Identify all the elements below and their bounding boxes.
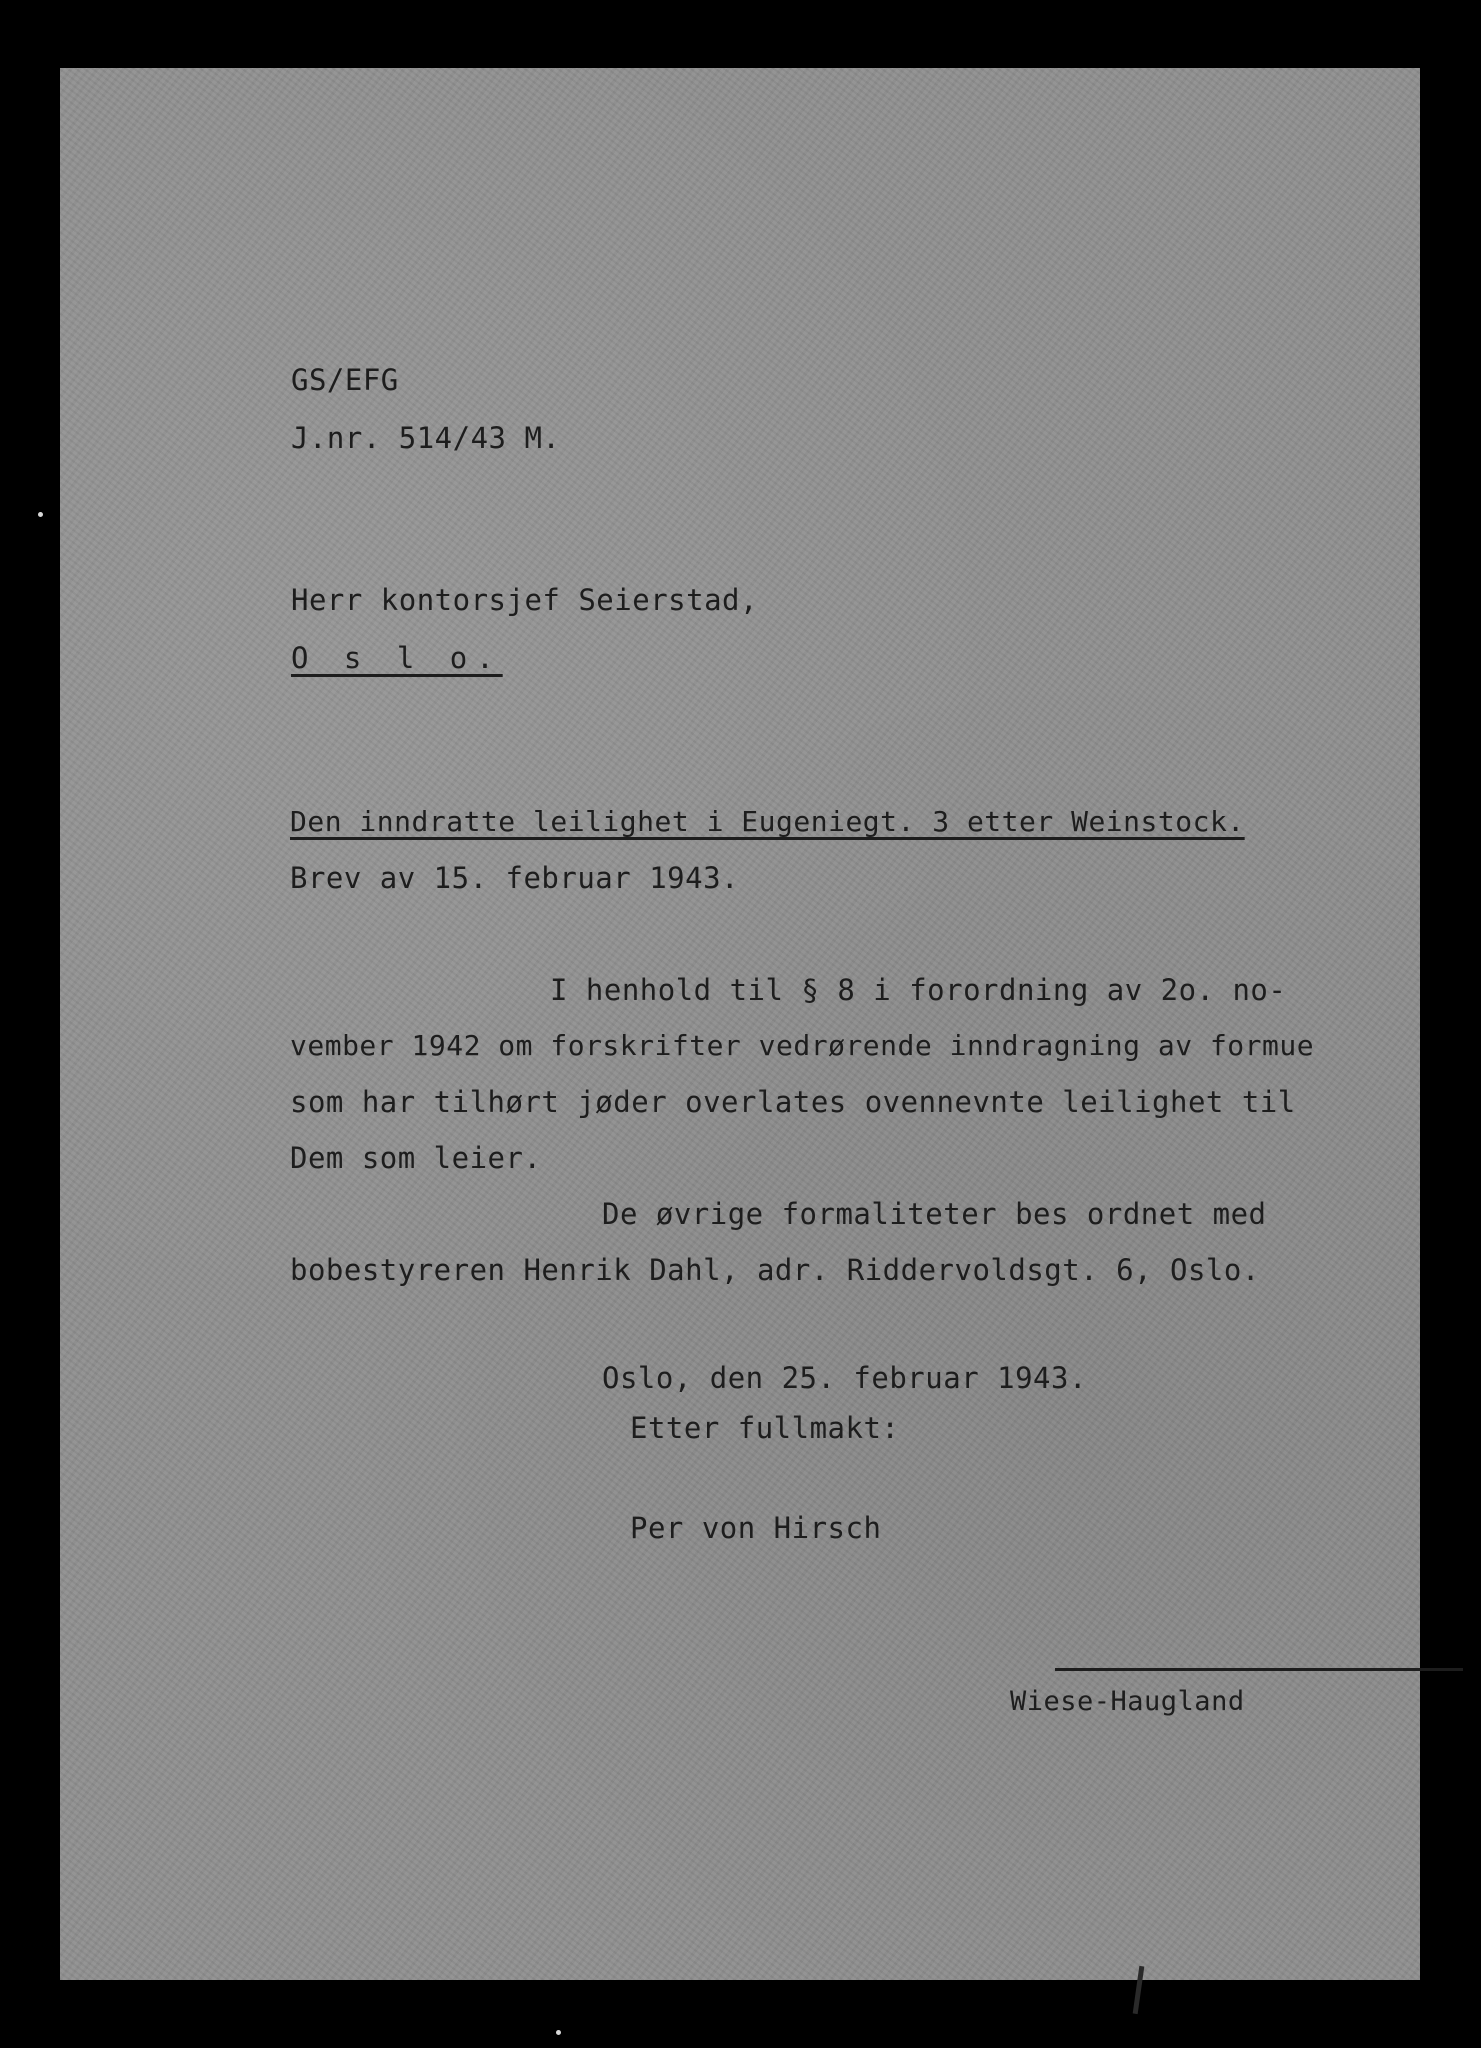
journal-number: J.nr. 514/43 M. (291, 421, 561, 455)
recipient-name: Herr kontorsjef Seierstad, (291, 583, 758, 617)
closing-authority: Etter fullmakt: (630, 1411, 900, 1445)
body-paragraph1-line1: I henhold til § 8 i forordning av 2o. no- (550, 973, 1287, 1007)
closing-place-date: Oslo, den 25. februar 1943. (602, 1361, 1087, 1395)
body-paragraph2-line2: bobestyreren Henrik Dahl, adr. Riddervoldsgt. 6, Oslo. (290, 1253, 1260, 1287)
subject-title: Den inndratte leilighet i Eugeniegt. 3 etter Weinstock. (290, 805, 1245, 838)
recipient-city: O s l o. (291, 641, 503, 675)
body-paragraph1-line4: Dem som leier. (290, 1141, 542, 1175)
pencil-mark (1133, 1966, 1145, 2014)
signatory-name: Per von Hirsch (630, 1511, 882, 1545)
reference-initials: GS/EFG (291, 363, 399, 397)
subject-reference-letter: Brev av 15. februar 1943. (290, 861, 739, 895)
body-paragraph1-line3: som har tilhørt jøder overlates ovennevnte leilighet til (290, 1085, 1296, 1119)
dust-speck (38, 512, 43, 517)
body-paragraph1-line2: vember 1942 om forskrifter vedrørende inndragning av formue (290, 1029, 1315, 1062)
paper-sheet (60, 68, 1420, 1980)
dust-speck (556, 2030, 561, 2035)
signature-line (1055, 1668, 1463, 1671)
body-paragraph2-line1: De øvrige formaliteter bes ordnet med (602, 1197, 1267, 1231)
second-signatory-name: Wiese-Haugland (1010, 1686, 1245, 1717)
